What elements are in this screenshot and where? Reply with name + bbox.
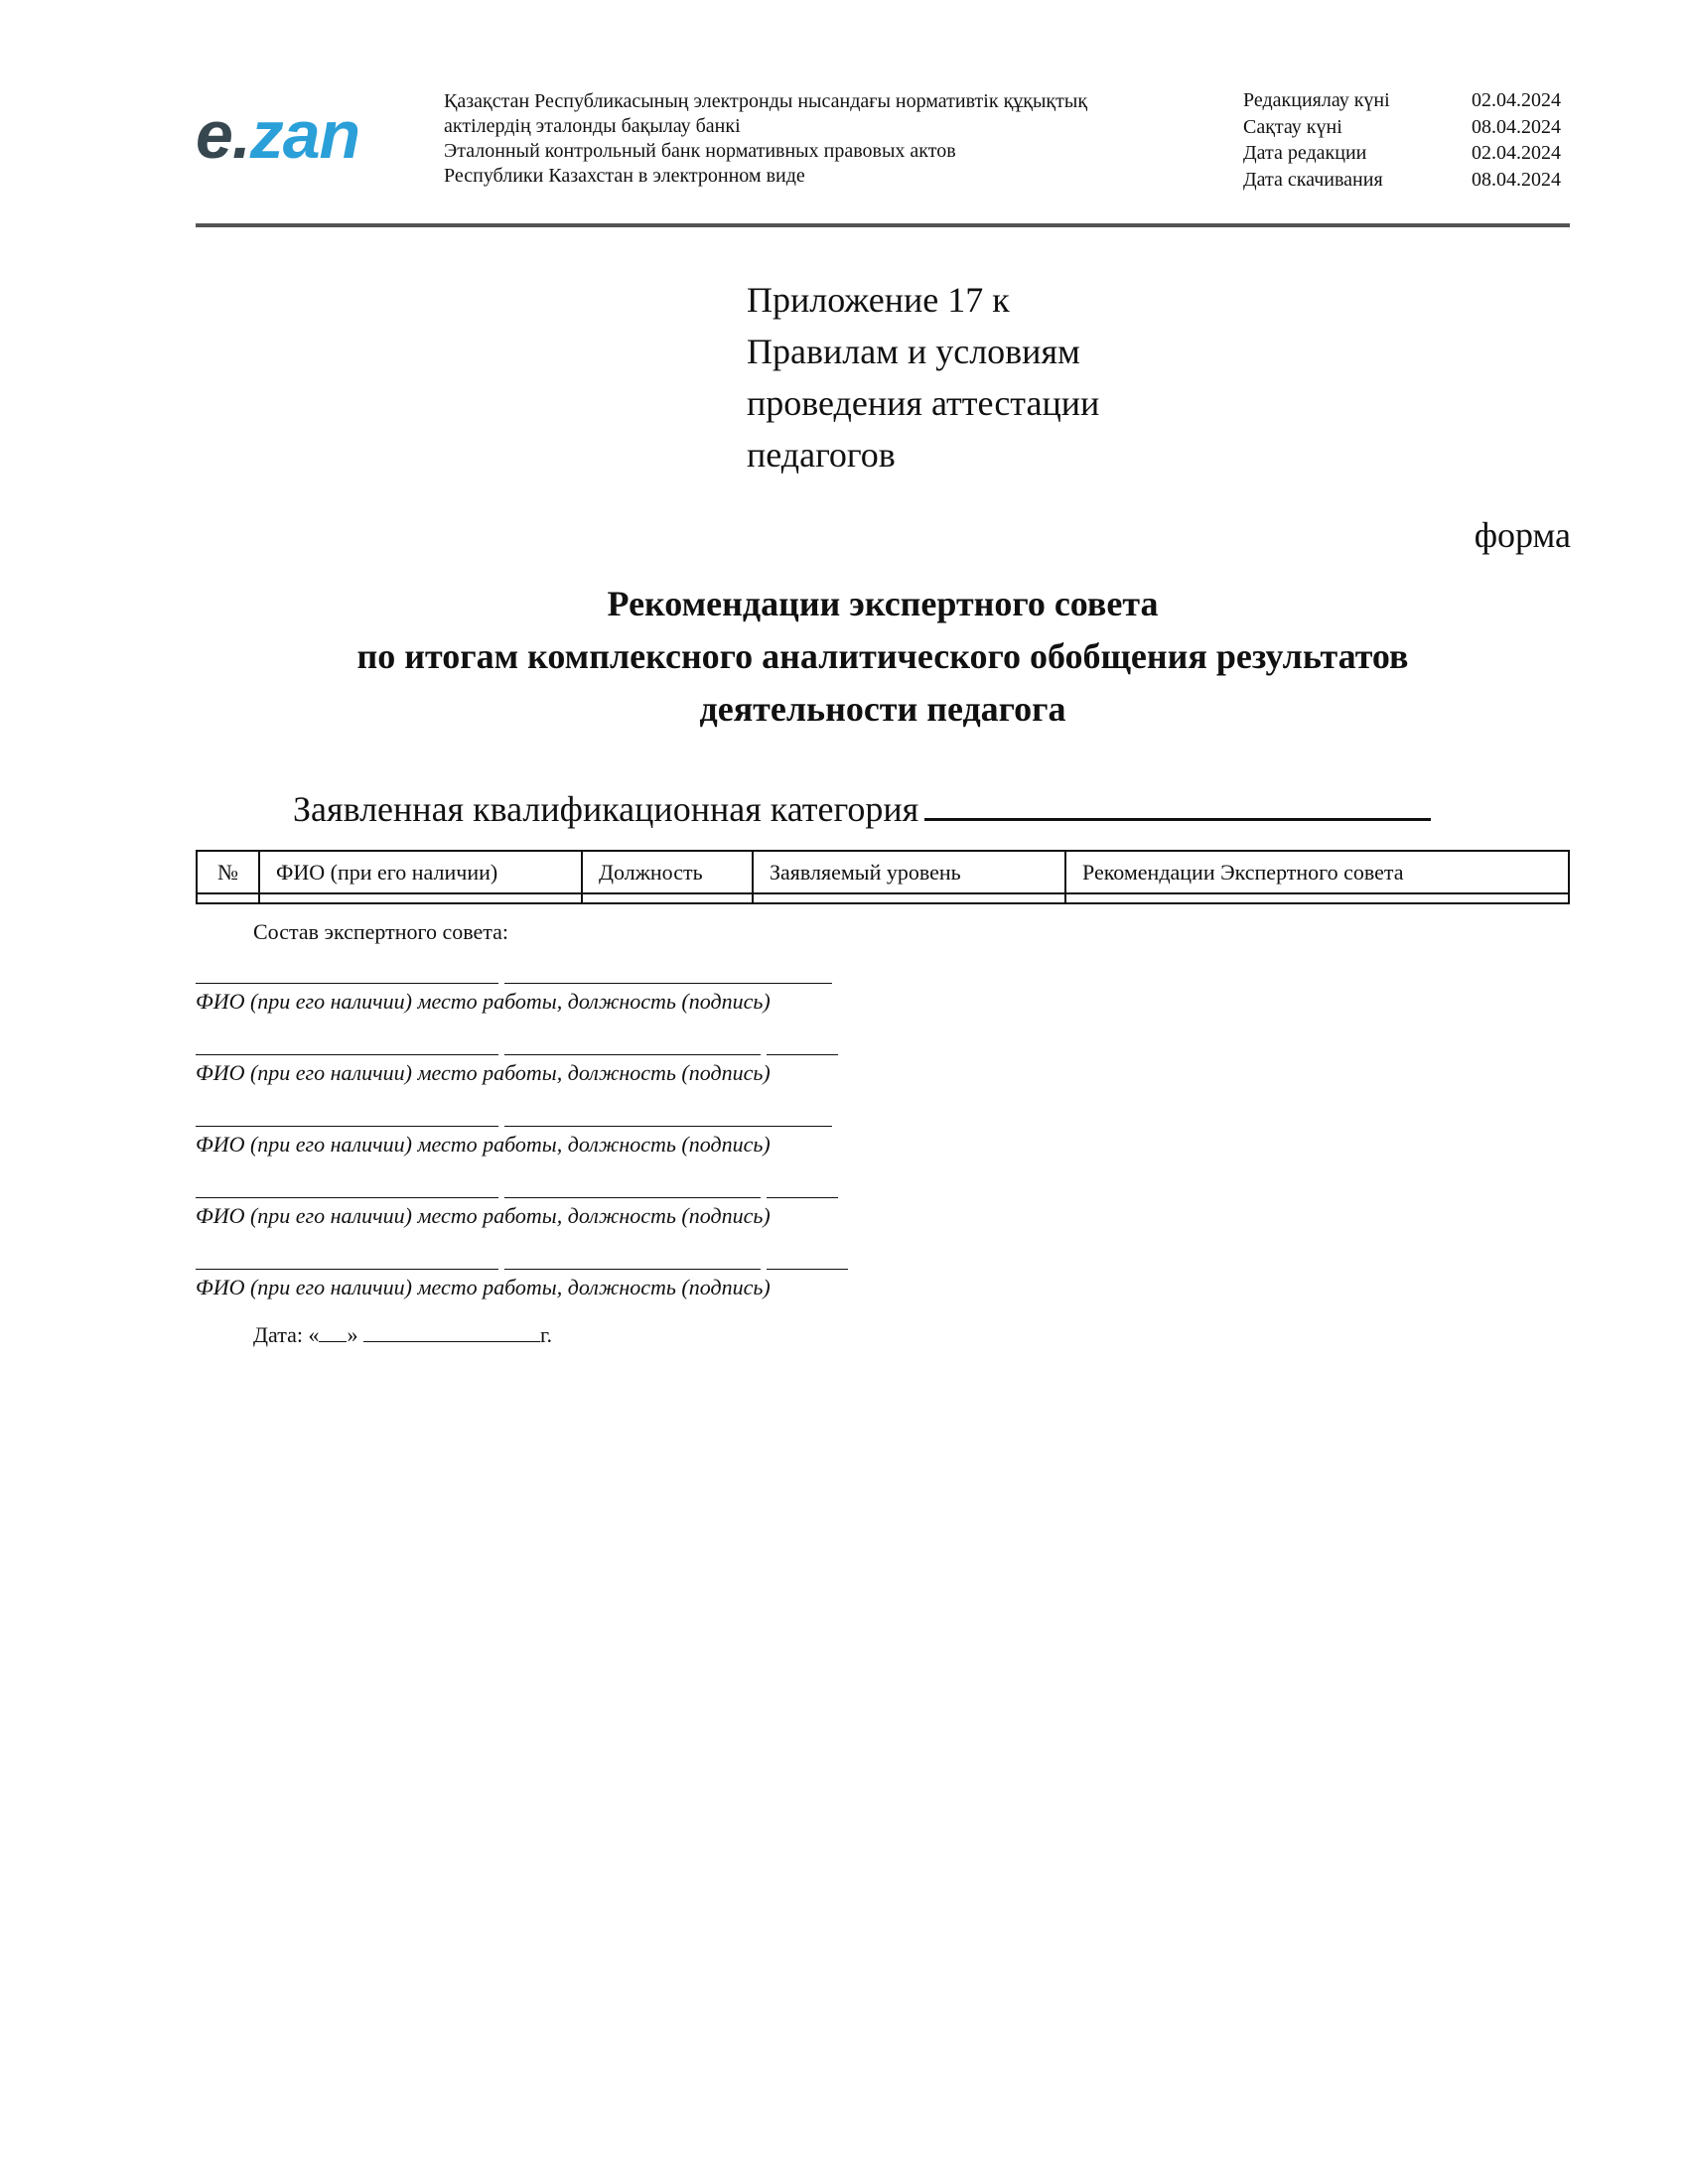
table-cell[interactable] <box>582 893 753 903</box>
signature-line-workplace[interactable] <box>504 1126 832 1127</box>
org-line: Қазақстан Республикасының электронды нысандағы нормативтік құқықтық <box>444 90 1088 112</box>
meta-row <box>1243 140 1561 167</box>
title-line: по итогам комплексного аналитического обобщения результатов <box>356 636 1409 676</box>
meta-label: Сақтау күні <box>1243 115 1342 138</box>
meta-row <box>1243 167 1561 194</box>
meta-value: 02.04.2024 <box>1472 142 1561 164</box>
date-field <box>253 1320 552 1350</box>
signature-line-sign[interactable] <box>767 1269 848 1270</box>
column-header-number: № <box>197 851 259 893</box>
date-month-year-blank[interactable] <box>363 1321 540 1342</box>
table-header-row <box>197 851 1569 893</box>
title-line: Рекомендации экспертного совета <box>607 584 1159 623</box>
table-cell[interactable] <box>197 893 259 903</box>
expert-council-composition-label: Состав экспертного совета: <box>253 919 509 944</box>
meta-label: Дата скачивания <box>1243 168 1383 191</box>
table-row <box>197 893 1569 903</box>
signature-line-name[interactable] <box>196 983 498 984</box>
appendix-reference <box>747 274 1243 480</box>
signature-line-sign[interactable] <box>767 1054 838 1055</box>
column-header-name: ФИО (при его наличии) <box>259 851 582 893</box>
signature-caption: ФИО (при его наличии) место работы, должность (подпись) <box>196 1060 771 1085</box>
signature-line-sign[interactable] <box>767 1197 838 1198</box>
column-header-position: Должность <box>582 851 753 893</box>
meta-value: 08.04.2024 <box>1472 115 1561 138</box>
signature-line-workplace[interactable] <box>504 1197 761 1198</box>
organization-name <box>444 89 1198 189</box>
signature-line-workplace[interactable] <box>504 1269 761 1270</box>
ezan-logo: e.zan <box>196 97 360 173</box>
document-dates <box>1243 87 1561 193</box>
table-cell[interactable] <box>1065 893 1569 903</box>
appendix-line: проведения аттестации <box>747 383 1100 423</box>
org-line: актілердің эталонды бақылау банкі <box>444 115 741 137</box>
column-header-level: Заявляемый уровень <box>753 851 1065 893</box>
date-day-blank[interactable] <box>319 1321 347 1342</box>
signature-line-name[interactable] <box>196 1054 498 1055</box>
signature-line-name[interactable] <box>196 1269 498 1270</box>
date-middle: » <box>347 1322 358 1347</box>
recommendations-table <box>196 850 1570 904</box>
appendix-line: педагогов <box>747 435 896 475</box>
date-prefix: Дата: « <box>253 1322 320 1347</box>
appendix-line: Приложение 17 к <box>747 280 1010 320</box>
title-line: деятельности педагога <box>699 689 1066 729</box>
table-cell[interactable] <box>753 893 1065 903</box>
signature-line-name[interactable] <box>196 1126 498 1127</box>
date-suffix: г. <box>539 1322 553 1347</box>
category-blank[interactable] <box>924 784 1431 821</box>
column-header-recommendations: Рекомендации Экспертного совета <box>1065 851 1569 893</box>
org-line: Республики Казахстан в электронном виде <box>444 165 805 187</box>
document-title <box>196 578 1570 736</box>
table-cell[interactable] <box>259 893 582 903</box>
signature-caption: ФИО (при его наличии) место работы, должность (подпись) <box>196 1203 771 1228</box>
meta-label: Редакциялау күні <box>1243 89 1390 111</box>
org-line: Эталонный контрольный банк нормативных правовых актов <box>444 140 956 162</box>
signature-line-name[interactable] <box>196 1197 498 1198</box>
form-label: форма <box>1474 515 1571 555</box>
category-field <box>293 784 1431 833</box>
appendix-line: Правилам и условиям <box>747 332 1080 371</box>
signature-line-workplace[interactable] <box>504 1054 761 1055</box>
meta-row <box>1243 114 1561 141</box>
meta-value: 02.04.2024 <box>1472 89 1561 111</box>
header-divider <box>196 223 1570 227</box>
meta-value: 08.04.2024 <box>1472 168 1561 191</box>
signature-caption: ФИО (при его наличии) место работы, должность (подпись) <box>196 989 771 1014</box>
category-label: Заявленная квалификационная категория <box>293 789 919 829</box>
signature-line-workplace[interactable] <box>504 983 832 984</box>
signature-caption: ФИО (при его наличии) место работы, должность (подпись) <box>196 1132 771 1157</box>
signature-caption: ФИО (при его наличии) место работы, должность (подпись) <box>196 1275 771 1299</box>
meta-label: Дата редакции <box>1243 142 1367 164</box>
meta-row <box>1243 87 1561 114</box>
